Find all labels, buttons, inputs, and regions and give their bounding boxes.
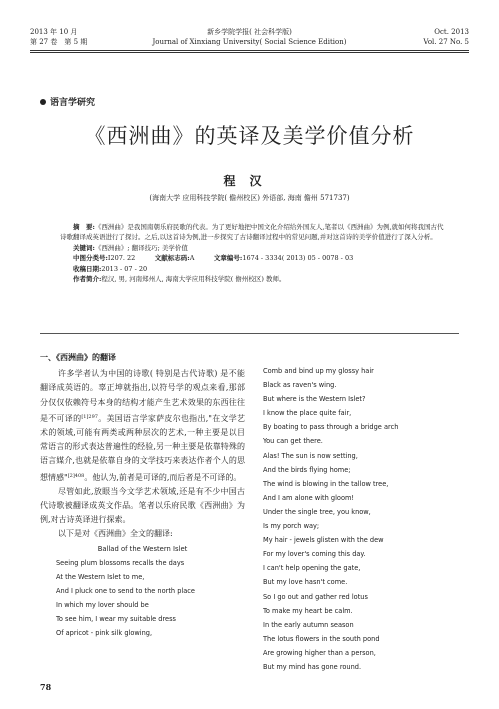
poem-line: Black as raven's wing. — [263, 381, 337, 390]
abstract-block — [60, 222, 449, 284]
poem-line: In the early autumn season — [263, 620, 354, 629]
bullet-dot-icon — [40, 99, 46, 105]
keywords-line — [60, 243, 449, 253]
clc-value: I207. 22 — [107, 254, 136, 263]
abstract-rule — [40, 333, 459, 334]
author-bio-text: 程汉, 男, 河南郑州人, 海南大学应用科技学院( 儋州校区) 教师。 — [101, 275, 286, 284]
poem-line: For my lover's coming this day. — [263, 550, 366, 559]
poem-line: So I go out and gather red lotus — [263, 592, 368, 601]
left-column — [40, 350, 245, 640]
right-column — [263, 364, 468, 674]
poem-line: At the Western Islet to me, — [56, 572, 145, 581]
poem-line: Seeing plum blossoms recalls the days — [56, 558, 185, 567]
header-rule-thick — [30, 50, 469, 51]
citation-ref-1: [1]297 — [81, 413, 98, 420]
para1-text-b: 。美国语言学家萨皮尔也指出,"在文学艺术的领域,可能有两类或两种层次的艺术,一种主要是以目常语言的形式表达普遍性的经验,另一种主要是依靠特殊的语言媒介,也就是依靠自身的文学技巧来表达作者个人的思想情感" — [40, 413, 245, 482]
poem-line: Alas! The sun is now setting, — [263, 451, 358, 460]
page-number: 78 — [40, 682, 52, 692]
poem-line: Is my porch way; — [263, 522, 320, 531]
poem-line: The wind is blowing in the tallow tree, — [263, 479, 389, 488]
journal-name-cn: 新乡学院学报( 社会科学版) — [207, 28, 292, 36]
doc-code-label: 文献标志码: — [154, 254, 190, 263]
journal-name-en: Journal of Xinxiang University( Social Science Edition) — [152, 38, 347, 46]
citation-ref-2: [2]408 — [67, 472, 85, 479]
clc-label: 中图分类号: — [73, 254, 108, 263]
header-center — [30, 27, 469, 47]
received-label: 收稿日期: — [73, 264, 102, 273]
poem-line: To make my heart be calm. — [263, 606, 353, 615]
poem-title: Ballad of the Western Islet — [97, 544, 188, 553]
poem-line: Are growing higher than a person, — [263, 648, 376, 657]
poem-line: And the birds flying home; — [263, 465, 351, 474]
poem-line: Under the single tree, you know, — [263, 507, 371, 516]
abstract-text: 《西洲曲》是我国南朝乐府民歌的代表。为了更好地把中国文化介绍给外国友人,笔者以《西洲曲》为例,就如何将我国古代诗歌翻译成英语进行了探讨。之后,以这首诗为例,进一步探究了古诗翻译过程中的常见问题,并对这首诗的美学价值进行了深入分析。 — [60, 223, 444, 242]
author-bio-line — [60, 274, 449, 284]
body-paragraph-2: 尽管如此,放眼当今文学艺术领域,还是有不少中国古代诗歌被翻译成英文作品。笔者以乐府民歌《西洲曲》为例,对古诗英译进行探索。 — [40, 486, 245, 525]
abstract-label: 摘 要: — [73, 223, 95, 231]
article-number-value: 1674 - 3334( 2013) 05 - 0078 - 03 — [242, 254, 354, 263]
para1-text-c: 。他认为,前者是可译的,而后者是不可译的。 — [84, 472, 242, 482]
poem-line: But my love hasn't come. — [263, 578, 348, 587]
poem-line: My hair - jewels glisten with the dew — [263, 536, 384, 545]
poem-line: And I am alone with gloom! — [263, 493, 355, 502]
section-label-text: 语言学研究 — [50, 98, 96, 108]
poem-line: Comb and bind up my glossy hair — [263, 367, 374, 375]
header-date: 2013 年 10 月 — [30, 28, 78, 36]
article-title: 《西洲曲》的英译及美学价值分析 — [84, 124, 415, 148]
poem-line: But where is the Western Islet? — [263, 395, 366, 404]
poem-line: The lotus flowers in the south pond — [263, 634, 380, 643]
poem-line: In which my lover should be — [56, 600, 149, 609]
poem-line: And I pluck one to send to the north place — [56, 586, 195, 595]
article-number-label: 文章编号: — [213, 254, 243, 263]
para1-text-a: 许多学者认为中国的诗歌( 特别是古代诗歌) 是不能翻译成英语的。辜正坤就指出,以符号学的观点来看,那部分仅仅依赖符号本身的结构才能产生艺术效果的东西往往是不可译的 — [40, 369, 245, 423]
header-volume: 第 27 卷 第 5 期 — [30, 38, 88, 46]
header-right — [423, 27, 469, 47]
poem-line: You can get there. — [263, 437, 323, 446]
poem-line: To see him, I wear my suitable dress — [56, 614, 176, 623]
poem-line: By boating to pass through a bridge arch — [263, 423, 399, 432]
body-paragraph-3: 以下是对《西洲曲》全文的翻译: — [58, 529, 173, 539]
poem-line: Of apricot - pink silk glowing, — [56, 628, 153, 637]
header-date-en: Oct. 2013 — [434, 28, 469, 36]
header-volume-en: Vol. 27 No. 5 — [423, 38, 469, 46]
received-line — [60, 264, 449, 274]
doc-code-value: A — [189, 254, 195, 263]
section-heading: 一、《西洲曲》的翻译 — [40, 352, 116, 362]
abstract-paragraph — [60, 222, 449, 243]
classification-line — [60, 253, 449, 263]
poem-line: I know the place quite fair, — [263, 409, 352, 418]
received-date: 2013 - 07 - 20 — [101, 264, 148, 273]
poem-line: But my mind has gone round. — [263, 662, 362, 671]
poem-line: I can't help opening the gate, — [263, 564, 361, 573]
keywords-text: 《西洲曲》; 翻译技巧; 美学价值 — [94, 243, 188, 252]
keywords-label: 关键词: — [73, 243, 95, 252]
header-rule-thin — [30, 52, 469, 53]
body-paragraph-1 — [40, 367, 245, 485]
section-label — [40, 95, 95, 108]
author-affiliation: (海南大学 应用科技学院( 儋州校区) 外语部, 海南 儋州 571737) — [149, 194, 350, 202]
author-bio-label: 作者简介: — [73, 275, 102, 284]
author-name: 程汉 — [223, 174, 276, 188]
